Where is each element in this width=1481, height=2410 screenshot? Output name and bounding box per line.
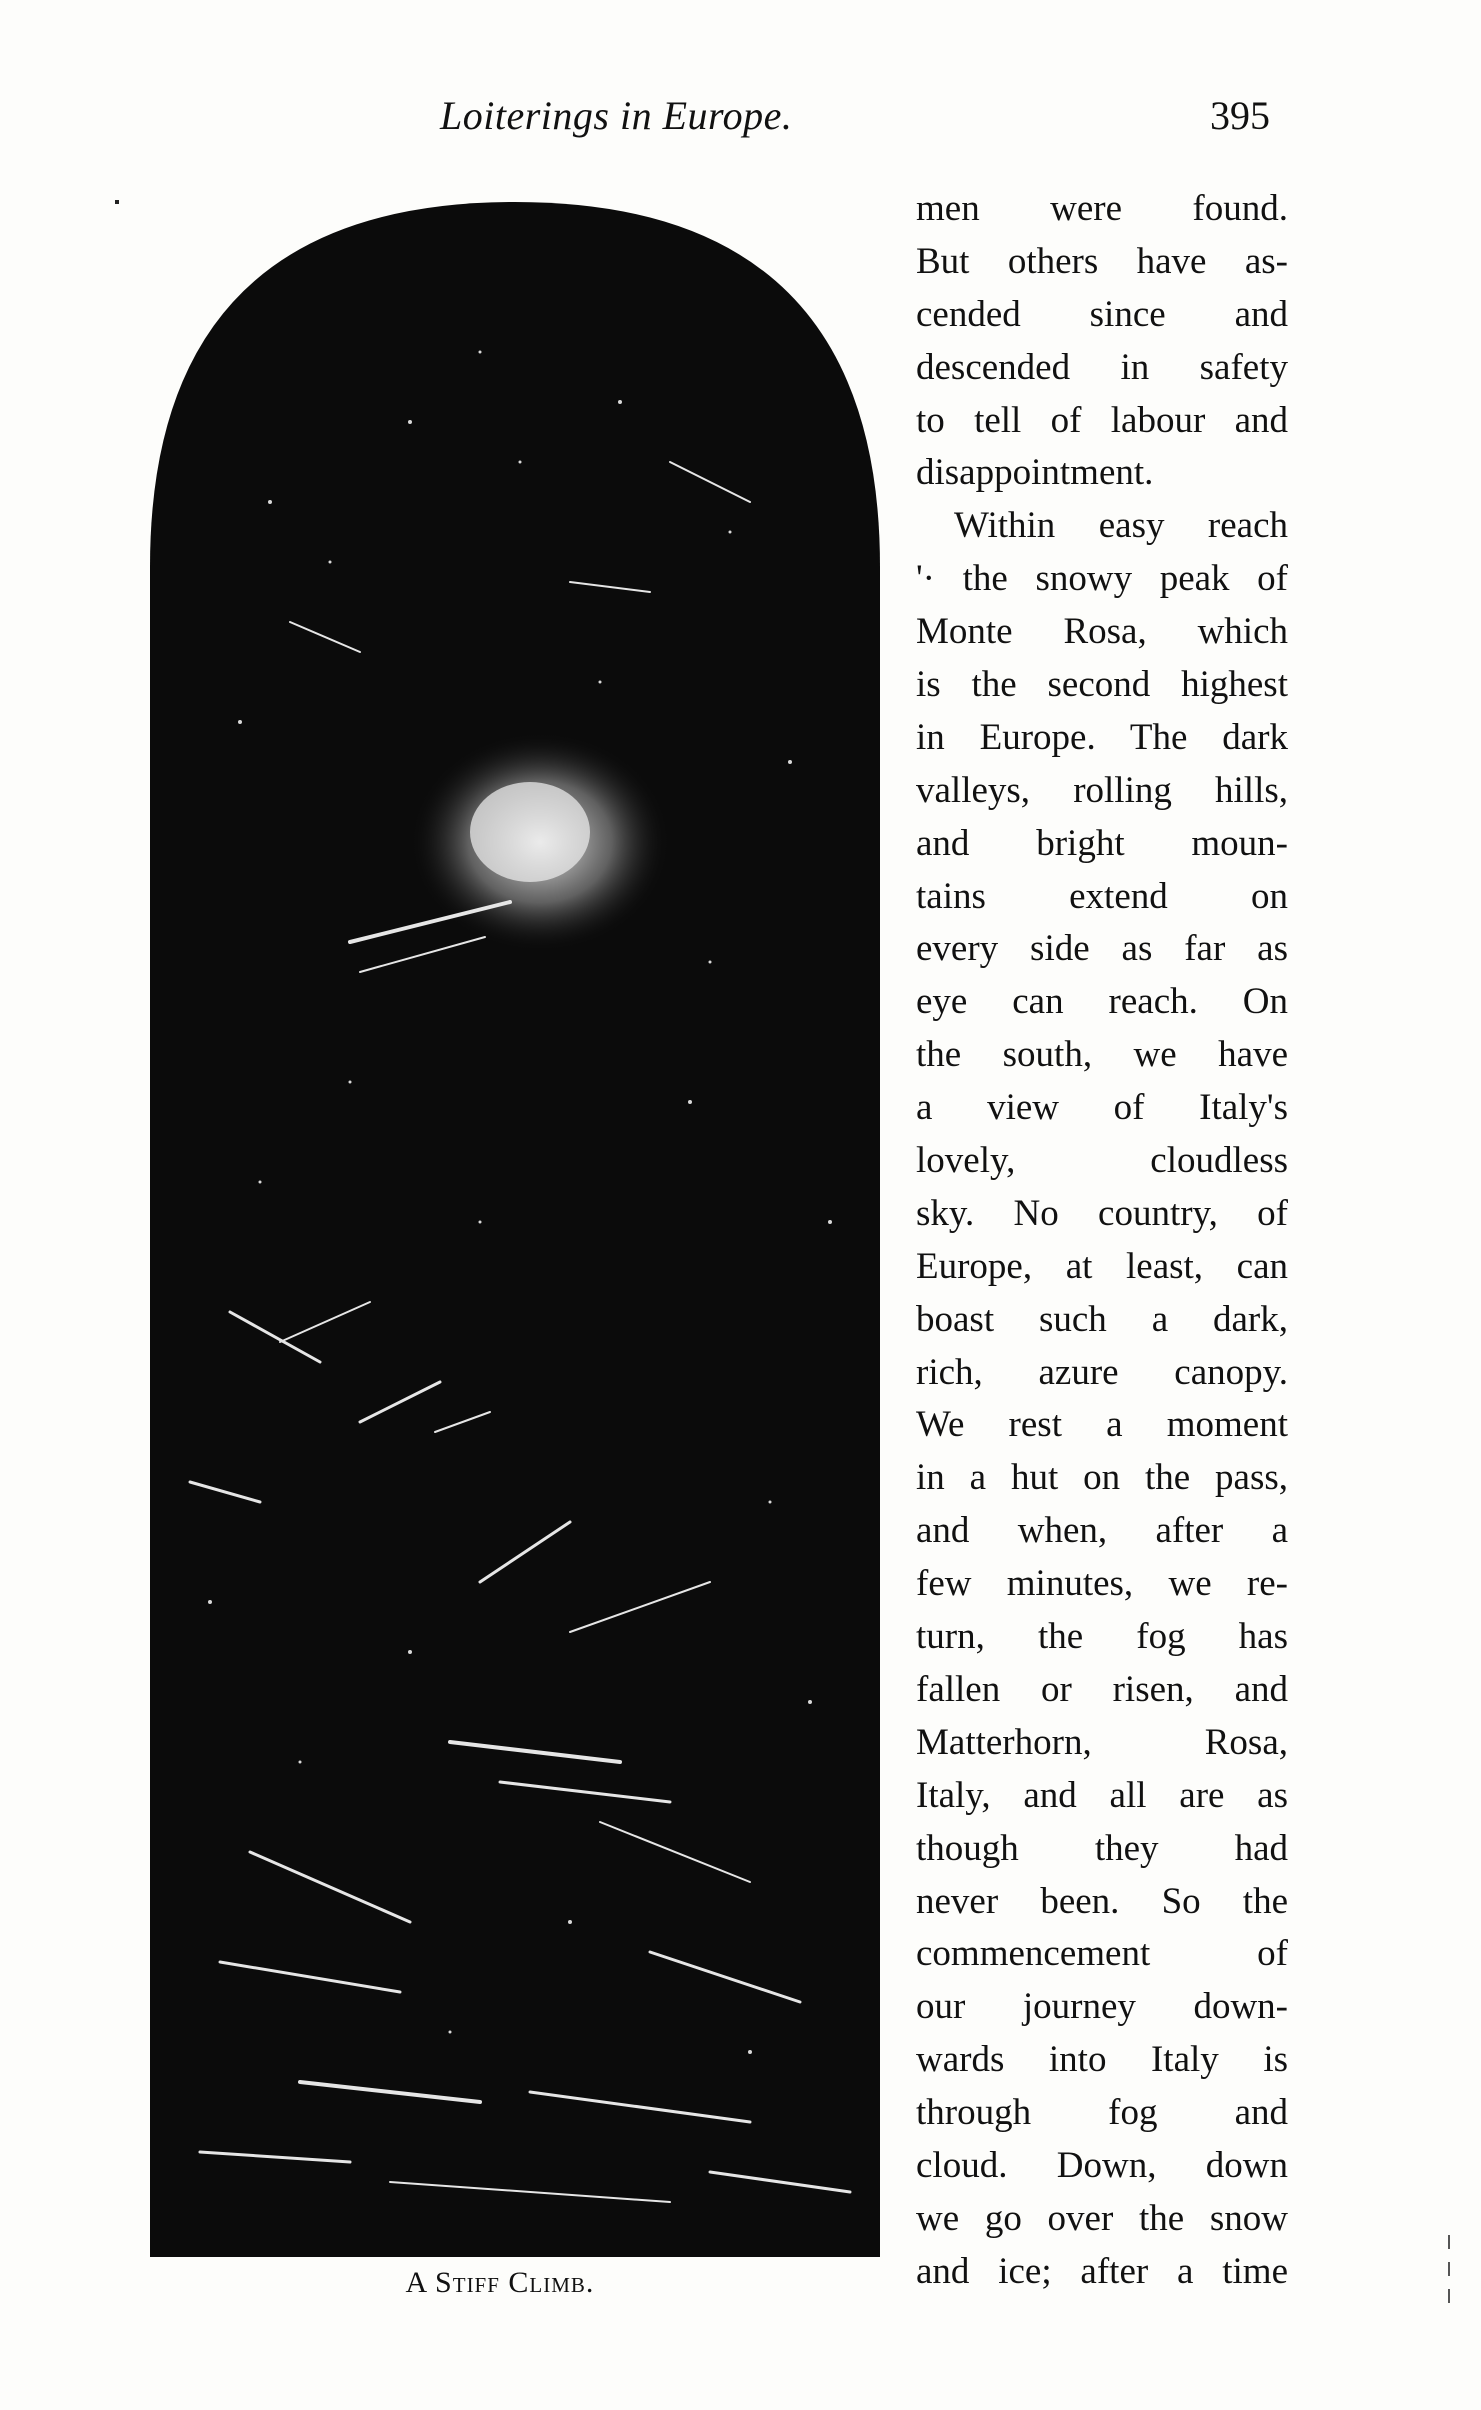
text-line: Within easy reach	[954, 505, 1288, 547]
text-line: though they had	[916, 1827, 1288, 1869]
text-line: never been. So the	[916, 1880, 1288, 1922]
text-line: in Europe. The dark	[916, 716, 1288, 758]
text-line: sky. No country, of	[916, 1192, 1288, 1234]
text-line: Monte Rosa, which	[916, 611, 1288, 653]
text-line: turn, the fog has	[916, 1616, 1288, 1658]
body-text-column	[916, 183, 1288, 2299]
text-line: lovely, cloudless	[916, 1140, 1288, 1182]
text-line: and when, after a	[916, 1510, 1288, 1552]
text-line: rich, azure canopy.	[916, 1351, 1288, 1393]
text-line: and ice; after a time	[916, 2250, 1288, 2292]
text-line: Europe, at least, can	[916, 1245, 1288, 1287]
text-line: boast such a dark,	[916, 1298, 1288, 1340]
illustration-caption: A Stiff Climb.	[405, 2266, 595, 2299]
text-line: few minutes, we re-	[916, 1563, 1288, 1605]
mountain-engraving-illustration	[150, 202, 880, 2257]
text-line: valleys, rolling hills,	[916, 769, 1288, 811]
text-line: our journey down-	[916, 1986, 1288, 2028]
running-head: Loiterings in Europe.	[440, 93, 793, 138]
text-line: commencement of	[916, 1933, 1288, 1975]
text-line: through fog and	[916, 2092, 1288, 2134]
text-line: and bright moun-	[916, 822, 1288, 864]
scan-speck	[1448, 2289, 1450, 2303]
text-line: wards into Italy is	[916, 2039, 1288, 2081]
text-line: cloud. Down, down	[916, 2144, 1288, 2186]
text-line: descended in safety	[916, 346, 1288, 388]
text-line: in a hut on the pass,	[916, 1457, 1288, 1499]
text-line: every side as far as	[916, 928, 1288, 970]
text-line: disappointment.	[916, 452, 1154, 494]
scan-speck	[115, 200, 119, 204]
scan-speck	[1448, 2235, 1450, 2249]
page-number: 395	[1210, 93, 1270, 138]
text-line: '· the snowy peak of	[916, 558, 1288, 600]
text-line: a view of Italy's	[916, 1087, 1288, 1129]
text-line: We rest a moment	[916, 1404, 1288, 1446]
text-line: tains extend on	[916, 875, 1288, 917]
text-line: Italy, and all are as	[916, 1774, 1288, 1816]
text-line: is the second highest	[916, 664, 1288, 706]
text-line: the south, we have	[916, 1034, 1288, 1076]
text-line: we go over the snow	[916, 2197, 1288, 2239]
text-line: fallen or risen, and	[916, 1668, 1288, 1710]
text-line: But others have as-	[916, 240, 1288, 282]
scan-speck	[1448, 2262, 1450, 2276]
text-line: to tell of labour and	[916, 399, 1288, 441]
text-line: cended since and	[916, 293, 1288, 335]
text-line: eye can reach. On	[916, 981, 1288, 1023]
text-line: Matterhorn, Rosa,	[916, 1721, 1288, 1763]
text-line: men were found.	[916, 188, 1288, 229]
